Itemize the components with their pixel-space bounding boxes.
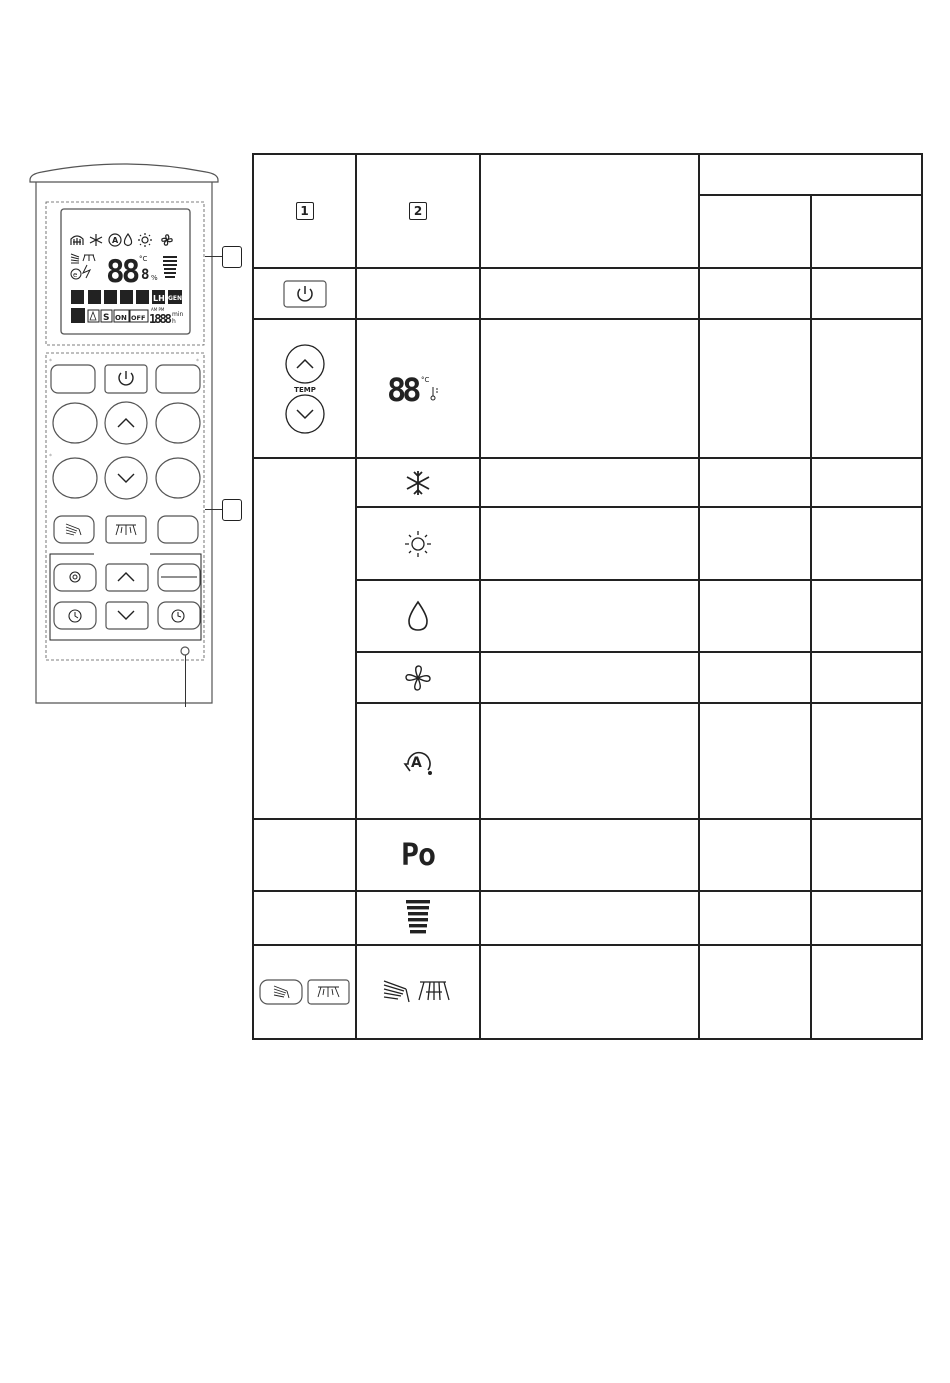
fan-icon [402,663,434,693]
remote-temp-down-button[interactable] [105,457,147,499]
cell-heat-b [811,507,922,580]
cell-swing-b [811,945,922,1039]
remote-left-round-button-1[interactable] [53,403,97,443]
cell-dry-icon [356,580,480,652]
cell-fan-desc [480,652,699,703]
cell-heat-a [699,507,811,580]
cell-heat-icon [356,507,480,580]
cell-po-a [699,819,811,891]
cell-po-desc [480,819,699,891]
cell-po-display [356,819,480,891]
svg-text:*: * [49,358,52,365]
droplet-icon [405,600,431,632]
cell-mode-button [253,458,356,819]
cell-auto-b [811,703,922,819]
cell-cool-icon [356,458,480,507]
cell-fanspeed-button [253,891,356,945]
callout-marker-1 [222,246,242,268]
lcd-tag-off: OFF [131,314,146,322]
lcd-percent: % [151,274,158,282]
svg-text:*: * [196,358,199,365]
remote-left-round-button-2[interactable] [53,458,97,498]
callout-line-1 [205,256,223,257]
remote-temp-up-button[interactable] [105,402,147,444]
cell-cool-desc [480,458,699,507]
horizontal-swing-button[interactable] [308,980,349,1004]
horizontal-swing-icon [419,982,449,1000]
snowflake-icon [404,469,432,497]
cell-cool-a [699,458,811,507]
svg-text:A: A [112,236,119,245]
cell-power-desc [480,268,699,319]
power-button[interactable] [283,280,327,308]
cell-temp-desc [480,319,699,458]
cell-swing-buttons [253,945,356,1039]
callout-line-2 [205,509,223,510]
lcd-tag-s: S [103,313,110,323]
cell-power-display [356,268,480,319]
cell-swing-icons [356,945,480,1039]
power-output-display: Po [400,837,436,873]
vertical-swing-icon [384,981,409,1002]
remote-settings-button[interactable] [54,564,96,591]
remote-nav-up-button[interactable] [106,564,148,591]
lcd-tag-lh: LH [153,294,165,303]
svg-text:A: A [411,755,422,771]
fan-speed-bars-icon [405,898,431,938]
header-column-2 [356,154,480,268]
header-subcol-b [811,195,922,268]
temp-down-button[interactable] [286,395,324,433]
cell-fan-icon [356,652,480,703]
cell-swing-a [699,945,811,1039]
temp-up-button[interactable] [286,345,324,383]
cell-fanspeed-icon [356,891,480,945]
cell-cool-b [811,458,922,507]
svg-text:*: * [49,453,52,460]
cell-fan-a [699,652,811,703]
cell-temp-b [811,319,922,458]
temp-label: TEMP [293,385,316,394]
cell-po-b [811,819,922,891]
remote-right-swing-row-button[interactable] [158,516,198,543]
cell-fanspeed-desc [480,891,699,945]
cell-dry-a [699,580,811,652]
temp-display-digits: 88 [387,370,418,407]
cell-heat-desc [480,507,699,580]
remote-alarm-off-button[interactable] [158,602,200,629]
header-subcol-a [699,195,811,268]
cell-swing-desc [480,945,699,1039]
temp-display-unit: °C [421,375,430,384]
svg-text:e: e [73,271,78,279]
lcd-unit-c: °C [139,255,148,263]
cell-fan-b [811,652,922,703]
cell-fanspeed-b [811,891,922,945]
sun-icon [403,529,433,559]
header-description [480,154,699,268]
cell-auto-desc [480,703,699,819]
cell-power-button [253,268,356,319]
cell-dry-b [811,580,922,652]
remote-left-top-button[interactable] [51,365,95,393]
lcd-min: min [172,311,184,318]
lcd-tag-on: ON [115,314,127,322]
lcd-display [68,232,186,332]
function-table [252,153,923,1040]
remote-right-round-button-2[interactable] [156,458,200,498]
lcd-small-digit: 8 [141,267,150,283]
header-number-1: 1 [296,202,314,220]
lcd-tag-gen: GEN [168,295,183,302]
vertical-swing-button[interactable] [260,980,302,1004]
cell-temp-display [356,319,480,458]
header-group [699,154,922,195]
remote-button-panel [46,355,206,665]
cell-po-button [253,819,356,891]
cell-auto-a [699,703,811,819]
lcd-am-pm: AM PM [151,307,165,312]
callout-marker-2 [222,499,242,521]
cell-dry-desc [480,580,699,652]
cell-fanspeed-a [699,891,811,945]
remote-right-round-button-1[interactable] [156,403,200,443]
remote-right-top-button[interactable] [156,365,200,393]
auto-mode-icon [401,744,435,778]
lcd-h: h [172,318,176,325]
cell-power-b [811,268,922,319]
cell-temp-a [699,319,811,458]
lcd-main-digits: 88 [106,254,138,290]
remote-sensor-led [181,647,189,655]
header-column-1 [253,154,356,268]
cell-auto-icon [356,703,480,819]
header-number-2: 2 [409,202,427,220]
thermometer-icon [431,387,438,400]
lcd-timer-digits: 1888 [149,312,170,326]
cell-power-a [699,268,811,319]
cell-temp-buttons [253,319,356,458]
remote-nav-down-button[interactable] [106,602,148,629]
